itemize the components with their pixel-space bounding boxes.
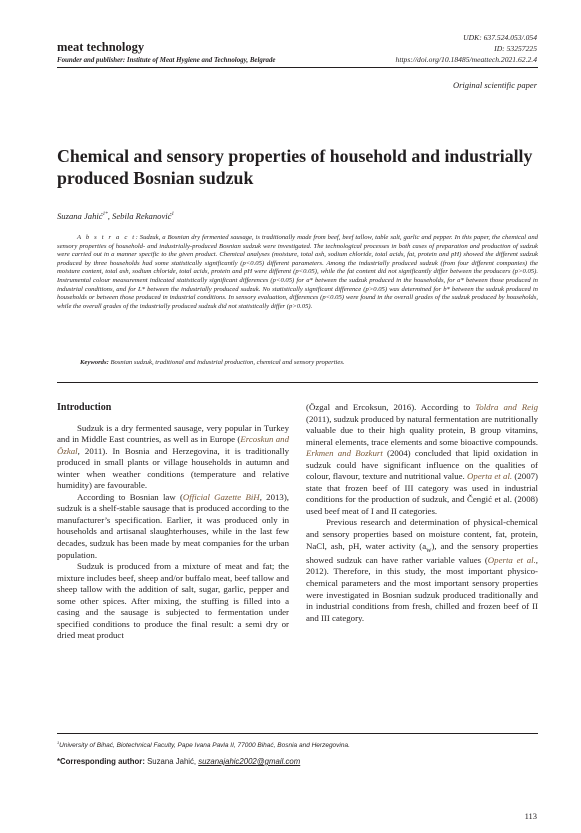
article-title: Chemical and sensory properties of household and industrially produced Bosnian sudzuk <box>57 146 533 188</box>
article-id: ID: 53257225 <box>494 44 537 53</box>
journal-name: meat technology <box>57 40 145 54</box>
citation-link[interactable]: Operta et al. <box>467 471 513 482</box>
keywords-label: Keywords: <box>80 359 109 366</box>
abstract <box>57 234 538 311</box>
intro-paragraph-4 <box>306 402 538 517</box>
p2-text-b: , 2013), sudzuk is a shelf-stable sausage that is produced according to the manufacturer’s specification. Earlier, it was produced only in households and artisanal slaughterhouses, while in the last few decades, sudzuk has been made by meat companies for the urban population. <box>57 491 289 560</box>
author-2: Sebila Rekanović <box>112 211 172 221</box>
citation-link[interactable]: Toldra and Reig <box>475 402 538 412</box>
r2-text-a: Previous research and determination of physical-chemical and sensory properties based on moisture content, fat, protein, NaCl, ash, pH, water activity (a <box>306 517 538 551</box>
authors <box>57 211 174 221</box>
r1-text-c: (2004) concluded that lipid oxidation in sudzuk could have significant influence on the qualities of colour, flavour, texture and nutritional value. <box>306 448 539 482</box>
keywords <box>80 359 345 366</box>
p2-text-a: According to Bosnian law ( <box>77 491 183 502</box>
r1-text-b: (2011), sudzuk produced by natural fermentation are nutritionally valuable due to their high quality protein, B group vitamins, mineral elements, trace elements and some bioactive compounds. <box>306 413 538 447</box>
intro-paragraph-5 <box>306 517 538 624</box>
author-1-sup: 1* <box>102 211 108 218</box>
paper-type: Original scientific paper <box>452 80 537 90</box>
left-column <box>57 402 289 642</box>
right-column <box>306 402 538 624</box>
author-2-sup: 1 <box>171 211 175 218</box>
p1-text-a: Sudzuk is a dry fermented sausage, very popular in Turkey and in Middle East countries, as well as in Europe ( <box>57 422 289 445</box>
abstract-text: : Sudzuk, a Bosnian dry fermented sausage, is traditionally made from beef, beef tallow, table salt, garlic and pepper. In this paper, the chemical and sensory properties of household- and industrially-produced Bosnian sudzuk were investigated. The technological processes in both cases of preparation and production of sudzuk were carried out in a manner specific to the given product. Chemical analyses (moisture, total ash, sodium chloride, total acids, fat, protein and pH) showed the different sudzuk produced by three households had some statistically significantly (p<0.05) different parameters. Among the industrially produced sudzuk (from four different companies) the moisture content, total ash, sodium chloride, total acids, protein and pH were different (p<0.05), while the fat content did not significantly differ between the producers (p>0.05). Instrumental colour measurement indicated statistically significant differences (p<0.05) for a* between the sudzuk produced in the households, for a* between those produced in industrial conditions, and for L* between the industrially produced sudzuk. No statistically significant difference (p>0.05) was determined for b* between the sudzuk produced in households or between those produced in industrial conditions. In sensory evaluation, differences (p<0.05) were found in the overall grades of the sudzuk produced by households, while the overall grades of the industrially produced sudzuk did not statistically differ (p>0.05). <box>57 234 538 310</box>
citation-link[interactable]: Ercoskun and Özkal <box>57 434 289 456</box>
publisher-line: Founder and publisher: Institute of Meat Hygiene and Technology, Belgrade <box>57 57 276 64</box>
email-link[interactable]: suzanajahic2002@gmail.com <box>198 757 301 766</box>
affil-sup: 1 <box>57 740 60 745</box>
corresponding-author <box>57 757 300 766</box>
citation-link[interactable]: Operta et al. <box>487 554 536 565</box>
doi-link[interactable]: https://doi.org/10.18485/meattech.2021.62.2.4 <box>395 55 537 64</box>
citation-link[interactable]: Erkmen and Bozkurt <box>306 448 383 459</box>
r2-text-c: , 2012). Therefore, in this study, the most important physico-chemical parameters and the most important sensory properties were investigated in Bosnian sudzuk produced traditionally and in industrial conditions from fresh, chilled and frozen beef of II and III category. <box>306 554 539 623</box>
affil-text: University of Bihać, Biotechnical Faculty, Pape Ivana Pavla II, 77000 Bihać, Bosnia and Herzegovina. <box>59 742 350 750</box>
corr-label: *Corresponding author: <box>57 757 145 766</box>
affiliation <box>57 740 350 749</box>
r2-subscript: w <box>426 544 432 554</box>
r1-text-a: (Özgal and Ercoksun, 2016). According to <box>306 402 476 412</box>
r1-text-d: (2007) state that frozen beef of III category was used in industrial conditions for the production of sudzuk, and Čengić et al. (2008) used beef meat of I and II categories. <box>306 471 538 516</box>
abstract-label: A b s t r a c t <box>77 234 136 241</box>
intro-paragraph-1 <box>57 423 289 492</box>
author-1: Suzana Jahić <box>57 211 103 221</box>
header-rule <box>57 67 538 68</box>
corr-name: Suzana Jahić, <box>144 757 199 766</box>
intro-paragraph-2 <box>57 492 289 561</box>
identifiers <box>396 32 537 65</box>
intro-heading: Introduction <box>57 402 112 413</box>
author-separator: , <box>107 211 113 221</box>
r2-text-b: ), and the sensory properties showed sudzuk can have rather variable values ( <box>306 540 538 565</box>
p1-text-b: , 2011). In Bosnia and Herzegovina, it is traditionally produced in small plants or village households in autumn and winter when weather conditions (temperature and relative humidity) are favourable. <box>57 445 289 491</box>
section-rule <box>57 382 538 383</box>
footnote-rule <box>57 733 538 734</box>
keywords-text: Bosnian sudzuk, traditional and industrial production, chemical and sensory properties. <box>108 359 345 366</box>
udk: UDK: 637.524.053/.054 <box>463 33 537 42</box>
page-number: 113 <box>524 811 537 821</box>
intro-paragraph-3: Sudzuk is produced from a mixture of meat and fat; the mixture includes beef, sheep and/or buffalo meat, beef tallow and sheep tallow with the addition of salt, sugar, garlic, pepper and some other spices. After mixing, the stuffing is filled into a casing and the sausage is subjected to fermentation under specified conditions to produce the final result: a semi dry or dried meat product <box>57 561 289 641</box>
citation-link[interactable]: Official Gazette BiH <box>182 491 260 502</box>
